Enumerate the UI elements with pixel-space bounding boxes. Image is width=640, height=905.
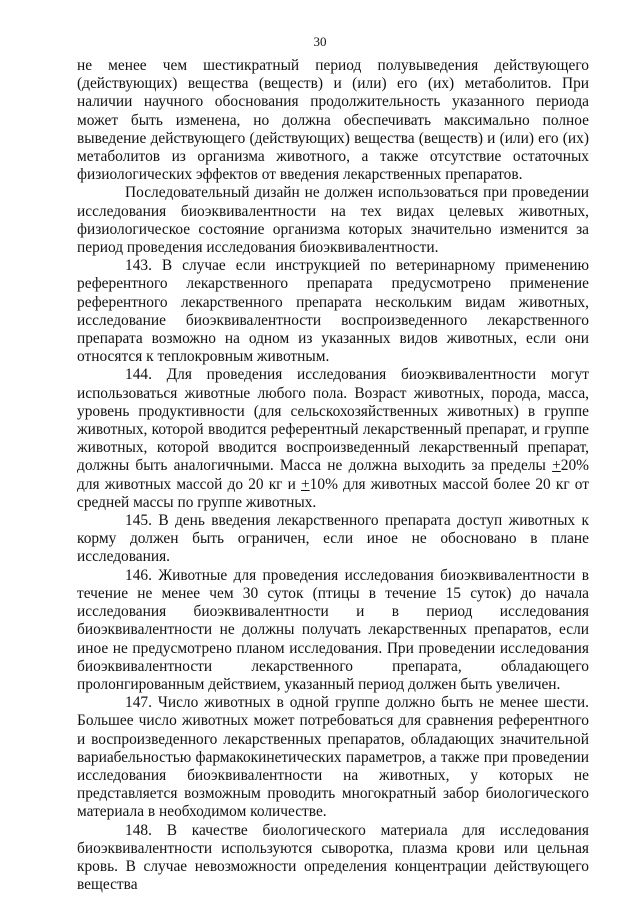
paragraph-144-text-after: 10% для животных массой более 20 кг от средней массы по группе животных. (77, 475, 589, 511)
plus-minus-sign: + (300, 475, 310, 493)
document-body (77, 57, 589, 894)
paragraph-144-text-before: 144. Для проведения исследования биоэквивалентности могут использоваться животные любого пола. Возраст животных, порода, масса, уровень продуктивности (для сельскохозяйственных животных) в группе животных, которой вводится референтный лекарственный препарат, и группе животных, которой вводится воспроизведенный лекарственный препарат, должны быть аналогичными. Масса не должна выходить за пределы (77, 366, 589, 475)
paragraph-144 (77, 366, 589, 512)
paragraph-143: 143. В случае если инструкцией по ветеринарному применению референтного лекарственного препарата предусмотрено применение референтного лекарственного препарата нескольким видам животных, исследование биоэквивалентности воспроизведенного лекарственного препарата возможно на одном из указанных видов животных, если они относятся к теплокровным животным. (77, 257, 589, 366)
paragraph-continuation: не менее чем шестикратный период полувыведения действующего (действующих) вещества (веществ) и (или) его (их) метаболитов. При наличии научного обоснования продолжительность указанного периода может быть изменена, но должна обеспечивать максимально полное выведение действующего (действующих) вещества (веществ) и (или) его (их) метаболитов из организма животного, а также отсутствие остаточных физиологических эффектов от введения лекарственных препаратов. (77, 57, 589, 184)
paragraph-146: 146. Животные для проведения исследования биоэквивалентности в течение не менее чем 30 суток (птицы в течение 15 суток) до начала исследования биоэквивалентности и в период исследования биоэквивалентности не должны получать лекарственных препаратов, если иное не предусмотрено планом исследования. При проведении исследования биоэквивалентности лекарственного препарата, обладающего пролонгированным действием, указанный период должен быть увеличен. (77, 566, 589, 693)
paragraph-147: 147. Число животных в одной группе должно быть не менее шести. Большее число животных может потребоваться для сравнения референтного и воспроизведенного лекарственных препаратов, обладающих значительной вариабельностью фармакокинетических параметров, а также при проведении исследования биоэквивалентности на животных, у которых не представляется возможным проводить многократный забор биологического материала в необходимом количестве. (77, 694, 589, 821)
paragraph-148: 148. В качестве биологического материала для исследования биоэквивалентности используются сыворотка, плазма крови или цельная кровь. В случае невозможности определения концентрации действующего вещества (77, 821, 589, 894)
paragraph-144-text-middle: 20% для животных массой до 20 кг и (77, 457, 589, 493)
paragraph-145: 145. В день введения лекарственного препарата доступ животных к корму должен быть ограничен, если иное не обосновано в плане исследования. (77, 512, 589, 566)
paragraph-sequential-design: Последовательный дизайн не должен использоваться при проведении исследования биоэквивалентности на тех видах целевых животных, физиологическое состояние организма которых значительно изменится за период проведения исследования биоэквивалентности. (77, 184, 589, 257)
page-number: 30 (313, 34, 327, 49)
plus-minus-sign: + (552, 457, 561, 475)
